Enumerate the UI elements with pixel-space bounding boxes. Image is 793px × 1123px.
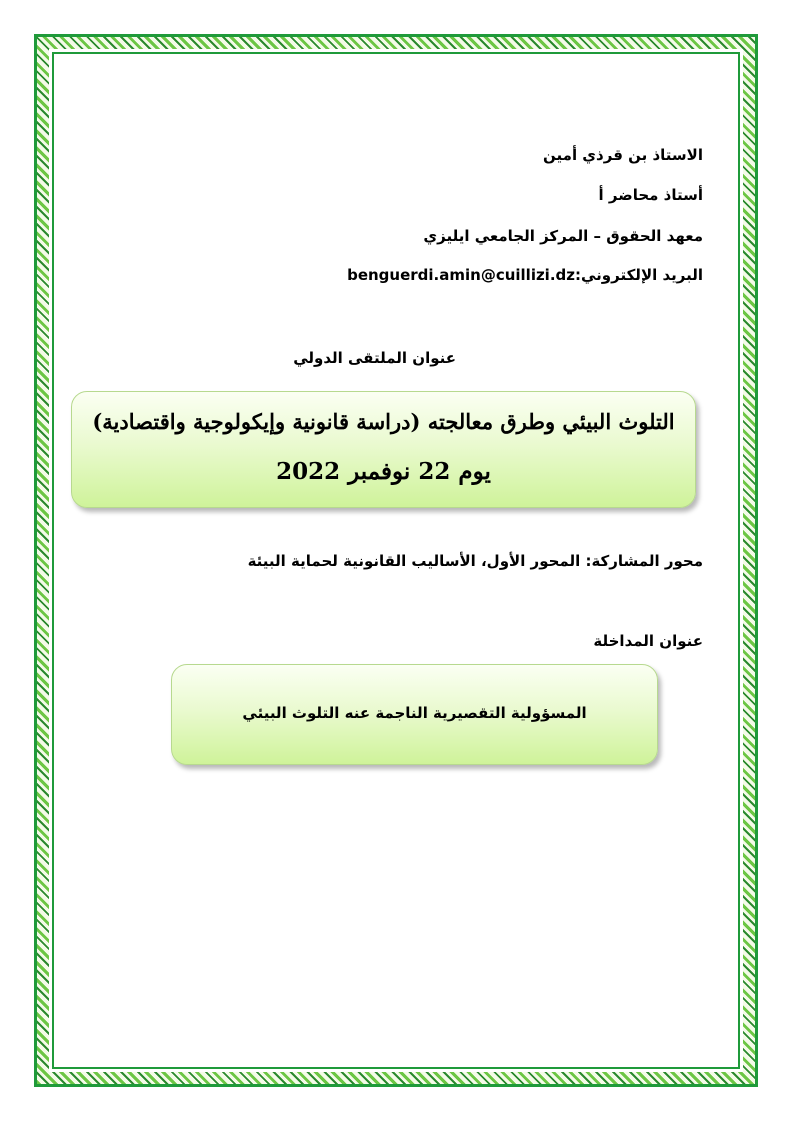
email-label: البريد الإلكتروني: — [575, 266, 703, 284]
conference-title: التلوث البيئي وطرق معالجته (دراسة قانونية وإيكولوجية واقتصادية) — [92, 409, 675, 434]
intervention-title-box — [171, 664, 658, 765]
intervention-heading: عنوان المداخلة — [593, 632, 703, 650]
intervention-title: المسؤولية التقصيرية الناجمة عنه التلوث البيئي — [242, 704, 587, 722]
author-rank: أستاذ محاضر أ — [598, 186, 703, 204]
conference-heading: عنوان الملتقى الدولي — [293, 349, 456, 367]
participation-axis: محور المشاركة: المحور الأول، الأساليب القانونية لحماية البيئة — [247, 552, 703, 570]
conference-date: يوم 22 نوفمبر 2022 — [276, 458, 491, 485]
author-affiliation: معهد الحقوق – المركز الجامعي ايليزي — [423, 227, 703, 245]
author-name: الاستاذ بن قرذي أمين — [543, 146, 703, 164]
conference-title-box — [71, 391, 696, 508]
email-address: benguerdi.amin@cuillizi.dz — [347, 266, 575, 284]
author-email-line — [347, 266, 703, 284]
